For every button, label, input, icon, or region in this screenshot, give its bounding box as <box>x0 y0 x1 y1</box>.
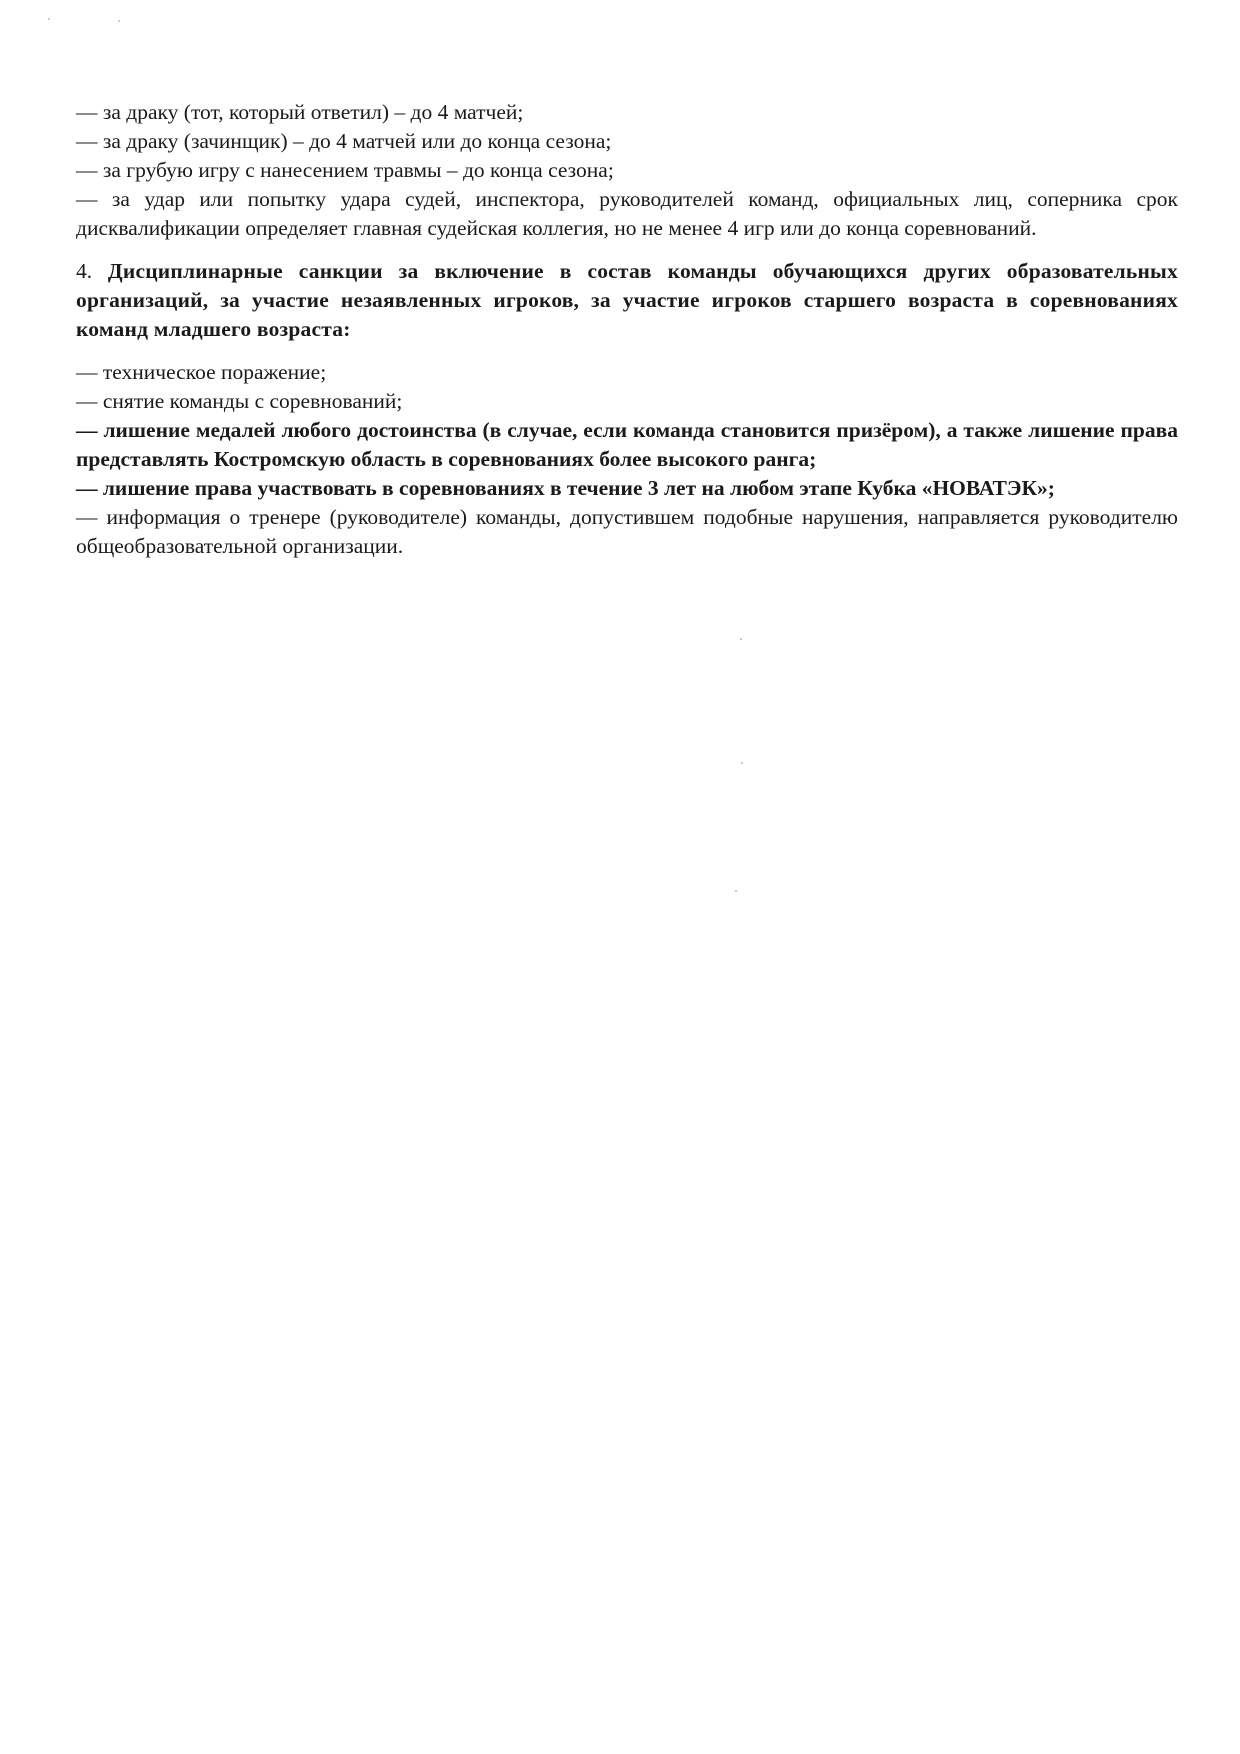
sanction-item-bold: — лишение права участвовать в соревнованиях в течение 3 лет на любом этапе Кубка «НОВАТЭК»; <box>76 476 1055 500</box>
sanction-item: — снятие команды с соревнований; <box>76 389 403 413</box>
section-heading <box>76 257 1178 344</box>
scan-artifact <box>48 18 50 20</box>
sanction-item: — за драку (зачинщик) – до 4 матчей или до конца сезона; <box>76 129 612 153</box>
sanction-item: — за грубую игру с нанесением травмы – до конца сезона; <box>76 158 614 182</box>
sanction-item-final: — информация о тренере (руководителе) команды, допустившем подобные нарушения, направляется руководителю общеобразовательной организации. <box>76 505 1178 558</box>
scan-artifact <box>741 762 743 764</box>
section-number: 4. <box>76 259 93 283</box>
section-title: Дисциплинарные санкции за включение в состав команды обучающихся других образовательных организаций, за участие незаявленных игроков, за участие игроков старшего возраста в соревнованиях команд младшего возраста: <box>76 259 1178 341</box>
sanction-item: — техническое поражение; <box>76 360 327 384</box>
sanction-item-bold: — лишение медалей любого достоинства (в случае, если команда становится призёром), а также лишение права представлять Костромскую область в соревнованиях более высокого ранга; <box>76 418 1178 471</box>
scan-artifact <box>118 20 120 22</box>
scan-artifact <box>735 890 737 892</box>
sanction-item: — за драку (тот, который ответил) – до 4 матчей; <box>76 100 524 124</box>
sanction-item-long: — за удар или попытку удара судей, инспектора, руководителей команд, официальных лиц, соперника срок дисквалификации определяет главная судейская коллегия, но не менее 4 игр или до конца соревнований. <box>76 187 1178 240</box>
document-body <box>76 98 1178 561</box>
scan-artifact <box>740 638 742 640</box>
